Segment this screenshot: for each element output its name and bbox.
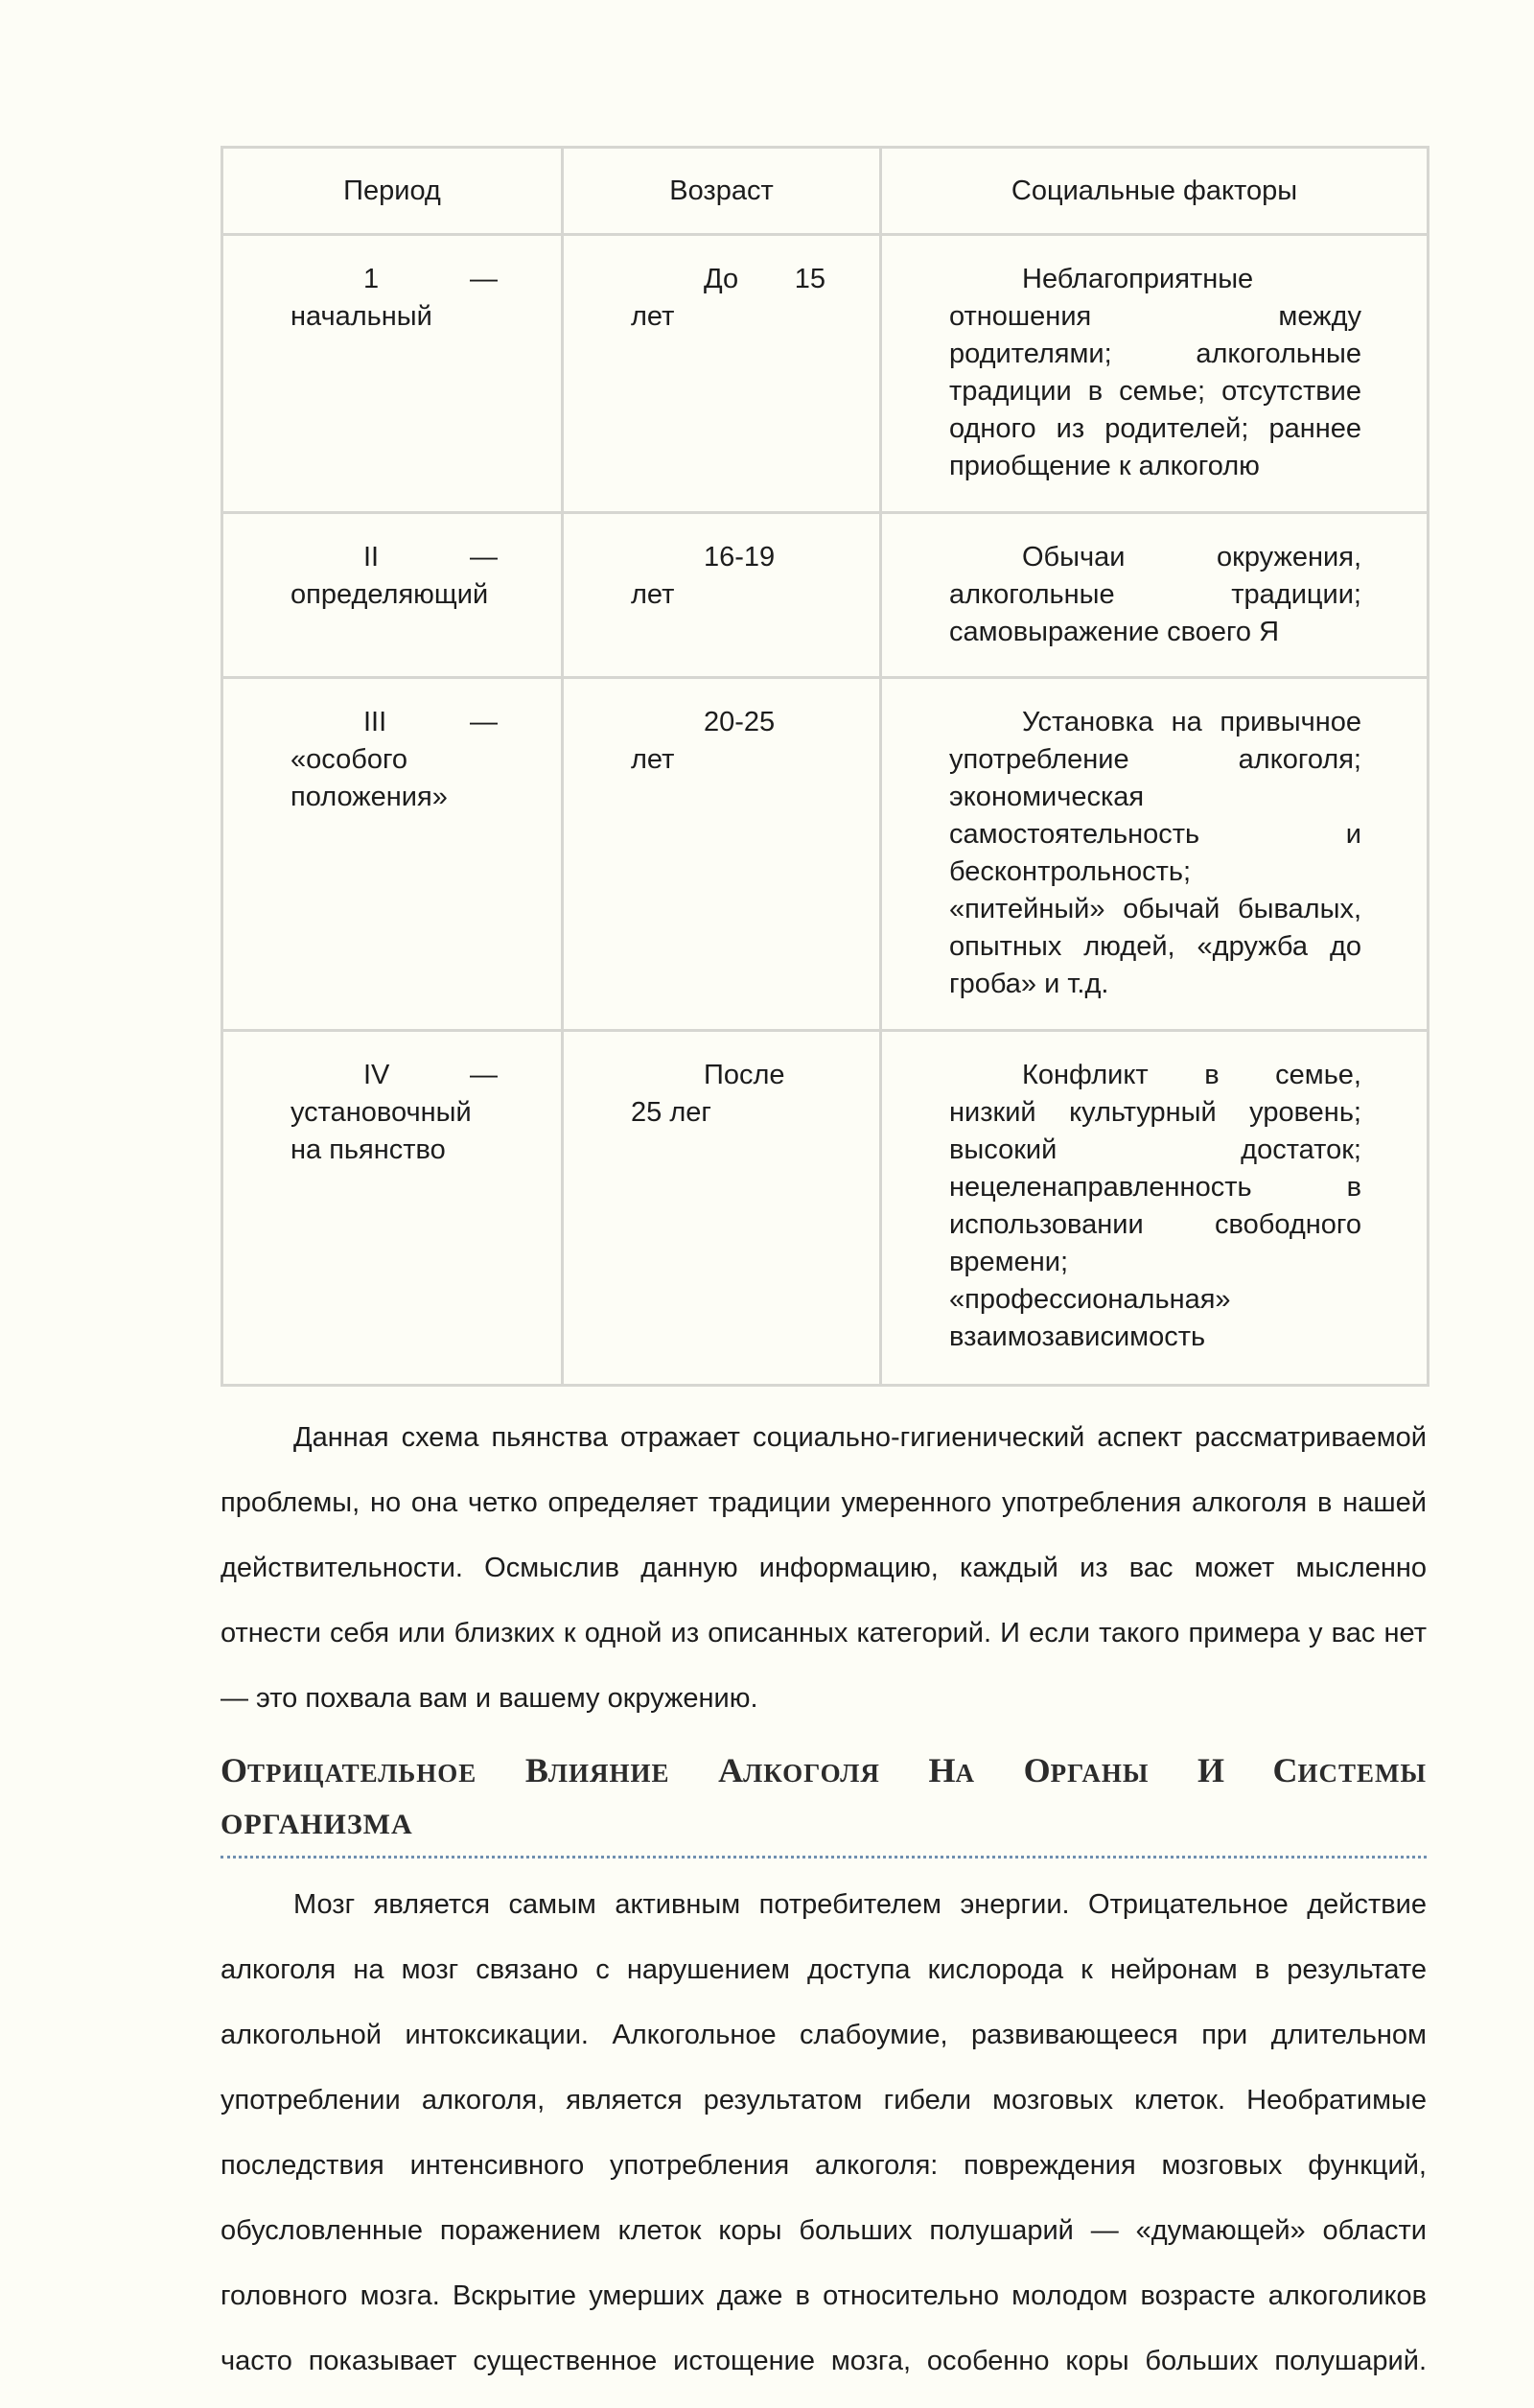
document-page [221,146,1427,2408]
cell-text-line: 20-25 [704,707,776,737]
cell-text-line: «питейный» обычай бывалых, [949,894,1361,924]
cell-text-line: III — [363,707,498,737]
cell-text-line: После [704,1060,785,1090]
periods-table [221,146,1429,1387]
cell-text-line: «особого [291,744,408,775]
paragraph-line: алкогольной интоксикации. Алкогольное слабоумие, развивающееся при длительном [221,2020,1427,2050]
cell-text-line: родителями; алкогольные [949,339,1361,369]
paragraph-line: употреблении алкоголя, является результатом гибели мозговых клеток. Необратимые [221,2085,1427,2116]
cell-text-line: начальный [291,301,432,332]
cell-text-line: традиции в семье; отсутствие [949,376,1361,407]
period-cell [222,1031,563,1386]
header-period: Период [222,148,563,235]
table-row [222,235,1429,513]
cell-text-line: Обычаи окружения, [1022,542,1361,573]
section-heading-line-2: ОРГАНИЗМА [221,1809,413,1840]
paragraph-line: часто показывает существенное истощение мозга, особенно коры больших полушарий. [221,2346,1427,2376]
header-social-factors: Социальные факторы [881,148,1429,235]
cell-text-line: нецеленаправленность в [949,1172,1361,1203]
cell-text-line: лет [631,744,675,775]
paragraph-line: — это похвала вам и вашему окружению. [221,1683,758,1714]
cell-text-line: лет [631,301,675,332]
cell-text-line: положения» [291,782,448,812]
cell-text-line: II — [363,542,498,573]
cell-text-line: 25 лег [631,1097,711,1128]
factors-cell [881,1031,1429,1386]
factors-cell [881,513,1429,678]
paragraph-line: проблемы, но она четко определяет традиции умеренного употребления алкоголя в нашей [221,1487,1427,1518]
paragraph-line: действительности. Осмыслив данную информацию, каждый из вас может мысленно [221,1553,1427,1583]
cell-text-line: экономическая [949,782,1145,812]
paragraph-line: алкоголя на мозг связано с нарушением доступа кислорода к нейронам в результате [221,1954,1427,1985]
cell-text-line: самовыражение своего Я [949,617,1280,647]
paragraph-line: последствия интенсивного употребления алкоголя: повреждения мозговых функций, [221,2150,1427,2181]
table-row [222,1031,1429,1386]
cell-text-line: До 15 [704,264,825,294]
cell-text-line: гроба» и т.д. [949,969,1109,999]
period-cell [222,678,563,1031]
age-cell [563,1031,881,1386]
period-cell [222,235,563,513]
cell-text-line: самостоятельность и [949,819,1361,850]
cell-text-line: алкогольные традиции; [949,579,1361,610]
cell-text-line: опытных людей, «дружба до [949,931,1361,962]
cell-text-line: употребление алкоголя; [949,744,1361,775]
paragraph-schema-note [221,1419,1427,1718]
age-cell [563,235,881,513]
cell-text-line: взаимозависимость [949,1321,1206,1352]
cell-text-line: бесконтрольность; [949,856,1192,887]
age-cell [563,513,881,678]
cell-text-line: установочный [291,1097,472,1128]
paragraph-line: Мозг является самым активным потребителем энергии. Отрицательное действие [293,1889,1427,1920]
cell-text-line: приобщение к алкоголю [949,451,1260,481]
cell-text-line: «профессиональная» [949,1284,1231,1315]
header-age: Возраст [563,148,881,235]
cell-text-line: высокий достаток; [949,1134,1361,1165]
section-heading-line-1: ОТРИЦАТЕЛЬНОЕ ВЛИЯНИЕ АЛКОГОЛЯ НА ОРГАНЫ И СИСТЕМЫ [221,1751,1428,1789]
cell-text-line: 16-19 [704,542,776,573]
table-row [222,678,1429,1031]
cell-text-line: Конфликт в семье, [1022,1060,1361,1090]
table-row [222,513,1429,678]
cell-text-line: низкий культурный уровень; [949,1097,1361,1128]
cell-text-line: одного из родителей; раннее [949,413,1361,444]
paragraph-line: Данная схема пьянства отражает социально-гигиенический аспект рассматриваемой [293,1422,1427,1453]
cell-text-line: IV — [363,1060,498,1090]
heading-divider [221,1856,1427,1859]
paragraph-line: головного мозга. Вскрытие умерших даже в относительно молодом возрасте алкоголиков [221,2280,1427,2311]
table-header-row [222,148,1429,235]
cell-text-line: отношения между [949,301,1361,332]
paragraph-line: отнести себя или близких к одной из описанных категорий. И если такого примера у вас нет [221,1618,1427,1648]
cell-text-line: Установка на привычное [1022,707,1361,737]
cell-text-line: лет [631,579,675,610]
cell-text-line: на пьянство [291,1134,446,1165]
section-heading [221,1745,1427,1850]
cell-text-line: использовании свободного [949,1209,1361,1240]
cell-text-line: времени; [949,1247,1069,1277]
cell-text-line: определяющий [291,579,489,610]
factors-cell [881,678,1429,1031]
paragraph-brain-effects [221,1886,1427,2380]
cell-text-line: Неблагоприятные [1022,264,1254,294]
cell-text-line: 1 — [363,264,498,294]
factors-cell [881,235,1429,513]
paragraph-line: обусловленные поражением клеток коры больших полушарий — «думающей» области [221,2215,1427,2246]
age-cell [563,678,881,1031]
table-body [222,235,1429,1386]
period-cell [222,513,563,678]
